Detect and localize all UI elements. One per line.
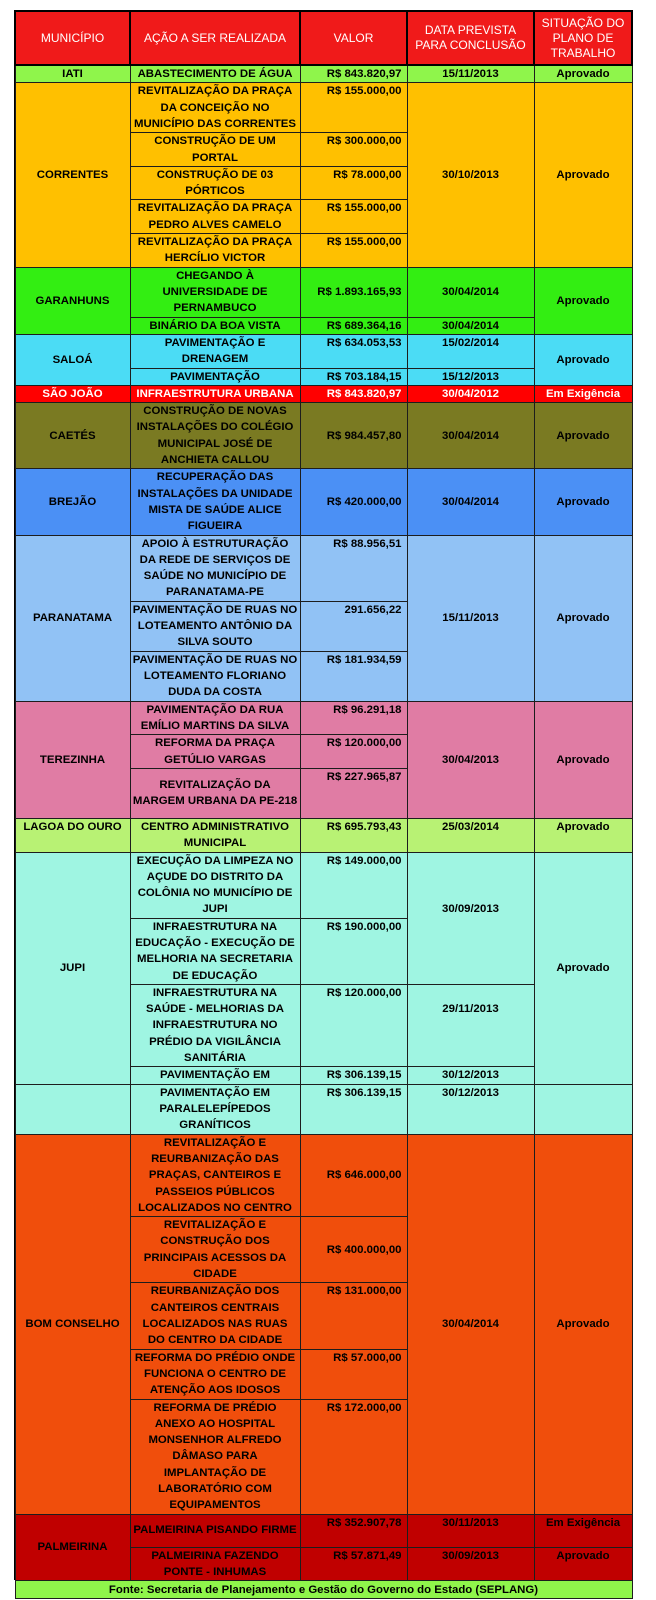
situacao-cell: Aprovado: [534, 403, 632, 469]
acao-cell: RECUPERAÇÃO DAS INSTALAÇÕES DA UNIDADE MISTA DE SAÚDE ALICE FIGUEIRA: [130, 469, 300, 535]
data-cell: 30/04/2013: [407, 701, 534, 818]
data-cell: 30/10/2013: [407, 83, 534, 267]
acao-cell: REFORMA DO PRÉDIO ONDE FUNCIONA O CENTRO DE ATENÇÃO AOS IDOSOS: [130, 1349, 300, 1399]
municipio-cell: [15, 1084, 130, 1134]
valor-cell: R$ 1.893.165,93: [300, 267, 407, 317]
valor-cell: R$ 984.457,80: [300, 403, 407, 469]
acao-cell: REVITALIZAÇÃO DA PRAÇA PEDRO ALVES CAMELO: [130, 200, 300, 234]
situacao-cell: Aprovado: [534, 701, 632, 818]
data-cell: 15/02/2014: [407, 334, 534, 368]
situacao-cell: Aprovado: [534, 818, 632, 852]
municipio-cell: PARANATAMA: [15, 535, 130, 701]
situacao-cell: Aprovado: [534, 65, 632, 83]
header-row: [15, 11, 632, 65]
situacao-cell: Aprovado: [534, 83, 632, 267]
table-row: [15, 818, 632, 852]
valor-cell: R$ 703.184,15: [300, 368, 407, 385]
header-situacao: SITUAÇÃO DO PLANO DE TRABALHO: [534, 11, 632, 65]
data-cell: 30/09/2013: [407, 852, 534, 984]
acao-cell: PAVIMENTAÇÃO DE RUAS NO LOTEAMENTO ANTÔNIO DA SILVA SOUTO: [130, 601, 300, 651]
valor-cell: R$ 172.000,00: [300, 1399, 407, 1514]
header-acao: AÇÃO A SER REALIZADA: [130, 11, 300, 65]
document-sheet: [14, 10, 631, 1596]
valor-cell: R$ 843.820,97: [300, 385, 407, 402]
municipio-cell: SÃO JOÃO: [15, 385, 130, 402]
acao-cell: EXECUÇÃO DA LIMPEZA NO AÇUDE DO DISTRITO DA COLÔNIA NO MUNICÍPIO DE JUPI: [130, 852, 300, 918]
acao-cell: CHEGANDO À UNIVERSIDADE DE PERNAMBUCO: [130, 267, 300, 317]
acao-cell: CONSTRUÇÃO DE NOVAS INSTALAÇÕES DO COLÉGIO MUNICIPAL JOSÉ DE ANCHIETA CALLOU: [130, 403, 300, 469]
situacao-cell: Aprovado: [534, 535, 632, 701]
valor-cell: R$ 96.291,18: [300, 701, 407, 735]
data-cell: 15/11/2013: [407, 535, 534, 701]
table-row: [15, 65, 632, 83]
data-cell: 30/04/2014: [407, 469, 534, 535]
header-valor: VALOR: [300, 11, 407, 65]
situacao-cell: Em Exigência: [534, 385, 632, 402]
acao-cell: INFRAESTRUTURA NA EDUCAÇÃO - EXECUÇÃO DE MELHORIA NA SECRETARIA DE EDUCAÇÃO: [130, 918, 300, 984]
table-row: [15, 701, 632, 735]
municipio-cell: GARANHUNS: [15, 267, 130, 334]
acao-cell: REURBANIZAÇÃO DOS CANTEIROS CENTRAIS LOCALIZADOS NAS RUAS DO CENTRO DA CIDADE: [130, 1283, 300, 1349]
valor-cell: 291.656,22: [300, 601, 407, 651]
situacao-cell: Aprovado: [534, 1547, 632, 1581]
acao-cell: PAVIMENTAÇÃO EM PARALELEPÍPEDOS GRANÍTICOS: [130, 1084, 300, 1134]
data-cell: 30/12/2013: [407, 1084, 534, 1134]
valor-cell: R$ 306.139,15: [300, 1067, 407, 1084]
table-row: [15, 403, 632, 469]
table-row: [15, 852, 632, 918]
acao-cell: PAVIMENTAÇÃO DE RUAS NO LOTEAMENTO FLORIANO DUDA DA COSTA: [130, 651, 300, 701]
acao-cell: PAVIMENTAÇÃO: [130, 368, 300, 385]
acao-cell: REVITALIZAÇÃO E REURBANIZAÇÃO DAS PRAÇAS, CANTEIROS E PASSEIOS PÚBLICOS LOCALIZADOS NO CENTRO: [130, 1134, 300, 1216]
data-cell: 15/12/2013: [407, 368, 534, 385]
source-note: Fonte: Secretaria de Planejamento e Gestão do Governo do Estado (SEPLANG): [15, 1581, 632, 1599]
data-cell: 30/11/2013: [407, 1514, 534, 1547]
acao-cell: CENTRO ADMINISTRATIVO MUNICIPAL: [130, 818, 300, 852]
acao-cell: PAVIMENTAÇÃO EM: [130, 1067, 300, 1084]
table-row: [15, 535, 632, 601]
valor-cell: R$ 190.000,00: [300, 918, 407, 984]
municipio-cell: CAETÉS: [15, 403, 130, 469]
valor-cell: R$ 695.793,43: [300, 818, 407, 852]
acao-cell: INFRAESTRUTURA URBANA: [130, 385, 300, 402]
situacao-cell: Aprovado: [534, 334, 632, 385]
acao-cell: PALMEIRINA FAZENDO PONTE - INHUMAS: [130, 1547, 300, 1581]
municipio-cell: PALMEIRINA: [15, 1514, 130, 1581]
acao-cell: INFRAESTRUTURA NA SAÚDE - MELHORIAS DA INFRAESTRUTURA NO PRÉDIO DA VIGILÂNCIA SANITÁRIA: [130, 984, 300, 1066]
acao-cell: REVITALIZAÇÃO DA PRAÇA HERCÍLIO VICTOR: [130, 234, 300, 268]
situacao-cell: Em Exigência: [534, 1514, 632, 1547]
data-cell: 30/04/2014: [407, 1134, 534, 1514]
municipio-cell: SALOÁ: [15, 334, 130, 385]
acao-cell: REVITALIZAÇÃO DA PRAÇA DA CONCEIÇÃO NO MUNICÍPIO DAS CORRENTES: [130, 83, 300, 133]
valor-cell: R$ 57.000,00: [300, 1349, 407, 1399]
acao-cell: REFORMA DE PRÉDIO ANEXO AO HOSPITAL MONSENHOR ALFREDO DÂMASO PARA IMPLANTAÇÃO DE LABORATÓRIO COM EQUIPAMENTOS: [130, 1399, 300, 1514]
data-cell: 30/12/2013: [407, 1067, 534, 1084]
valor-cell: R$ 646.000,00: [300, 1134, 407, 1216]
valor-cell: R$ 420.000,00: [300, 469, 407, 535]
valor-cell: R$ 300.000,00: [300, 133, 407, 167]
municipio-cell: TEREZINHA: [15, 701, 130, 818]
situacao-cell: [534, 1084, 632, 1134]
table-row: [15, 1084, 632, 1134]
acao-cell: CONSTRUÇÃO DE UM PORTAL: [130, 133, 300, 167]
valor-cell: R$ 689.364,16: [300, 317, 407, 334]
municipio-cell: BREJÃO: [15, 469, 130, 535]
municipio-cell: LAGOA DO OURO: [15, 818, 130, 852]
valor-cell: R$ 149.000,00: [300, 852, 407, 918]
acao-cell: CONSTRUÇÃO DE 03 PÓRTICOS: [130, 166, 300, 200]
data-cell: 30/09/2013: [407, 1547, 534, 1581]
valor-cell: R$ 131.000,00: [300, 1283, 407, 1349]
situacao-cell: Aprovado: [534, 852, 632, 1084]
table-row: [15, 334, 632, 368]
table-row: [15, 1514, 632, 1547]
acao-cell: PALMEIRINA PISANDO FIRME: [130, 1514, 300, 1547]
acao-cell: ABASTECIMENTO DE ÁGUA: [130, 65, 300, 83]
acao-cell: REVITALIZAÇÃO DA MARGEM URBANA DA PE-218: [130, 768, 300, 818]
valor-cell: R$ 120.000,00: [300, 984, 407, 1066]
data-cell: 30/04/2014: [407, 317, 534, 334]
situacao-cell: Aprovado: [534, 1134, 632, 1514]
table-row: [15, 1134, 632, 1216]
valor-cell: R$ 352.907,78: [300, 1514, 407, 1547]
valor-cell: R$ 181.934,59: [300, 651, 407, 701]
data-cell: 29/11/2013: [407, 984, 534, 1066]
header-municipio: MUNICÍPIO: [15, 11, 130, 65]
municipio-cell: IATI: [15, 65, 130, 83]
data-cell: 30/04/2014: [407, 403, 534, 469]
valor-cell: R$ 306.139,15: [300, 1084, 407, 1134]
situacao-cell: Aprovado: [534, 469, 632, 535]
municipio-cell: BOM CONSELHO: [15, 1134, 130, 1514]
valor-cell: R$ 88.956,51: [300, 535, 407, 601]
valor-cell: R$ 155.000,00: [300, 83, 407, 133]
acao-cell: REVITALIZAÇÃO E CONSTRUÇÃO DOS PRINCIPAIS ACESSOS DA CIDADE: [130, 1217, 300, 1283]
valor-cell: R$ 78.000,00: [300, 166, 407, 200]
footer-row: [15, 1581, 632, 1599]
valor-cell: R$ 57.871,49: [300, 1547, 407, 1581]
valor-cell: R$ 120.000,00: [300, 735, 407, 769]
situacao-cell: Aprovado: [534, 267, 632, 334]
data-cell: 30/04/2012: [407, 385, 534, 402]
municipio-cell: CORRENTES: [15, 83, 130, 267]
projects-table: [14, 10, 633, 1599]
valor-cell: R$ 400.000,00: [300, 1217, 407, 1283]
header-data: DATA PREVISTA PARA CONCLUSÃO: [407, 11, 534, 65]
acao-cell: REFORMA DA PRAÇA GETÚLIO VARGAS: [130, 735, 300, 769]
valor-cell: R$ 843.820,97: [300, 65, 407, 83]
table-row: [15, 83, 632, 133]
data-cell: 30/04/2014: [407, 267, 534, 317]
valor-cell: R$ 634.053,53: [300, 334, 407, 368]
acao-cell: BINÁRIO DA BOA VISTA: [130, 317, 300, 334]
table-row: [15, 267, 632, 317]
acao-cell: PAVIMENTAÇÃO E DRENAGEM: [130, 334, 300, 368]
municipio-cell: JUPI: [15, 852, 130, 1084]
valor-cell: R$ 227.965,87: [300, 768, 407, 818]
valor-cell: R$ 155.000,00: [300, 234, 407, 268]
table-row: [15, 385, 632, 402]
data-cell: 25/03/2014: [407, 818, 534, 852]
valor-cell: R$ 155.000,00: [300, 200, 407, 234]
acao-cell: APOIO À ESTRUTURAÇÃO DA REDE DE SERVIÇOS DE SAÚDE NO MUNICÍPIO DE PARANATAMA-PE: [130, 535, 300, 601]
data-cell: 15/11/2013: [407, 65, 534, 83]
acao-cell: PAVIMENTAÇÃO DA RUA EMÍLIO MARTINS DA SILVA: [130, 701, 300, 735]
table-row: [15, 469, 632, 535]
